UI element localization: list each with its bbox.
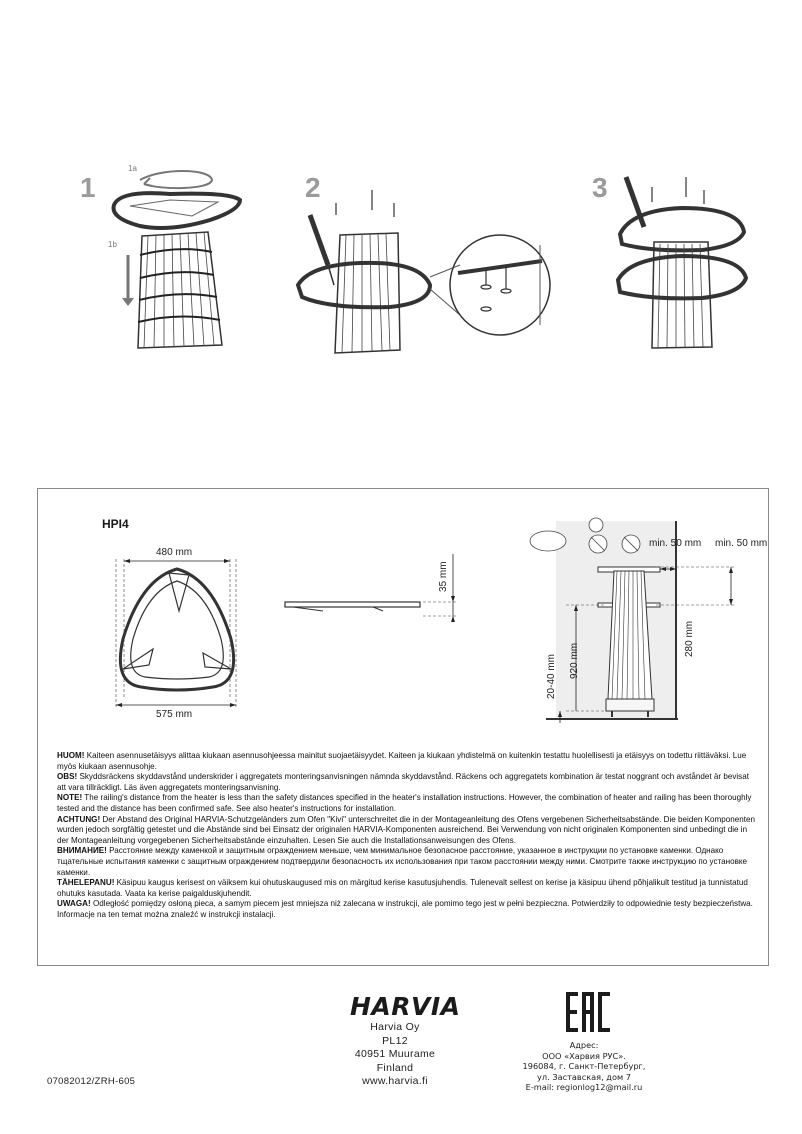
ru-street: ул. Заставская, дом 7 bbox=[537, 1071, 631, 1082]
ru-address-title: Адрес: bbox=[569, 1040, 599, 1050]
note-en: NOTE! The railing's distance from the heater is less than the safety distances specified in the heater's installation instructions. However, the combination of heater and railing has been thoroughly tested and the distance has been confirmed safe. See also heater's instructions for installation. bbox=[57, 793, 752, 813]
dimension-panel bbox=[37, 488, 769, 966]
company-name: Harvia Oy bbox=[370, 1021, 420, 1033]
ru-city: 196084, г. Санкт-Петербург, bbox=[522, 1061, 646, 1071]
note-de: ACHTUNG! Der Abstand des Original HARVIA-Schutzgeländers zum Ofen "Kivi" unterschreitet die in der Montageanleitung des Ofens vergebenen Sicherheitsabstände. Die beiden Komponenten wurden jedoch sorgfältig getestet und die Abstände sind bei Einsatz der originalen HARVIA-Komponenten ausreichend. Bei Verwendung von nicht originalen Komponenten sind unbedingt die in der Montageanleitung vorgegebenen Sicherheitsabstände einzuhalten. Lesen Sie auch die Installationsanweisungen des Ofens. bbox=[57, 814, 756, 845]
safety-notes bbox=[57, 751, 757, 921]
step-3-illustration bbox=[612, 172, 752, 357]
bottom-width-label: 575 mm bbox=[156, 709, 193, 720]
company-country: Finland bbox=[376, 1061, 414, 1074]
note-pl: UWAGA! Odległość pomiędzy osłoną pieca, a samym piecem jest mniejsza niż zalecana w instrukcji, ale pomimo tego jest w pełni bezpieczna. Potwierdziły to odpowiednie testy bezpieczeństwa. Informacje na ten temat można znaleźć w instrukcji instalacji. bbox=[57, 899, 753, 919]
min-clearance-b: min. 50 mm bbox=[715, 538, 768, 549]
document-code: 07082012/ZRH-605 bbox=[47, 1076, 136, 1087]
company-city: 40951 Muurame bbox=[354, 1048, 436, 1060]
russian-address bbox=[510, 1040, 658, 1093]
heater-height-label: 920 mm bbox=[569, 642, 580, 679]
company-box: PL12 bbox=[382, 1034, 408, 1047]
note-ru: ВНИМАНИЕ! Расстояние между каменкой и защитным ограждением меньше, чем минимальное безопасное расстояние, указанное в инструкции по установке каменки. Однако тщательные испытания каменки с защитным ограждением подтвердили безопасность их использования при таком расстоянии между ними. Смотрите также инструкцию по установке каменки. bbox=[57, 846, 748, 877]
step-1a-label: 1a bbox=[128, 164, 137, 173]
note-sv: OBS! Skyddsräckens skyddavstånd underskrider i aggregatets monteringsanvisningen nämnda skyddavstånd. Räckens och aggregatets kombination är testat noggrant och avståndet är bevisat att vara tillräckligt. Läs även aggregatets monteringsanvisning. bbox=[57, 772, 749, 792]
ru-email: E-mail: regionlog12@mail.ru bbox=[525, 1082, 643, 1092]
ru-company: ООО «Харвия РУС». bbox=[542, 1050, 626, 1061]
harvia-contact bbox=[350, 992, 461, 1089]
height-label: 35 mm bbox=[438, 561, 449, 592]
min-clearance-a: min. 50 mm bbox=[649, 538, 702, 549]
step-1-illustration bbox=[100, 160, 260, 360]
step-3-number: 3 bbox=[592, 172, 608, 203]
company-web: www.harvia.fi bbox=[362, 1075, 428, 1087]
floor-gap-label: 20-40 mm bbox=[546, 653, 557, 699]
step-2-illustration bbox=[290, 185, 570, 355]
model-title: HPI4 bbox=[102, 517, 129, 531]
width-dimension-lines bbox=[118, 559, 238, 719]
harvia-logo: HARVIA bbox=[350, 992, 461, 1021]
step-2-number: 2 bbox=[305, 172, 321, 203]
step-1-number: 1 bbox=[80, 172, 96, 203]
note-et: TÄHELEPANU! Käsipuu kaugus kerisest on väiksem kui ohutuskaugused mis on märgitud kerise kasutusjuhendis. Tulenevalt sellest on kerise ja käsipuu ühend põhjalikult testitud ja tunnistatud ohutuks kasutada. Vaata ka kerise paigalduskjuhendit. bbox=[57, 878, 748, 898]
top-width-label: 480 mm bbox=[156, 547, 193, 558]
step-1b-label: 1b bbox=[108, 240, 117, 249]
railing-side-view bbox=[283, 584, 463, 624]
note-fi: HUOM! Kaiteen asennusetäisyys alittaa kiukaan asennusohjeessa mainitut suojaetäisyydet. Kaiteen ja kiukaan yhdistelmä on kuitenkin testattu huolellisesti ja etäisyys on todettu riittäväksi. Lue myös kiukaan asennusohje. bbox=[57, 751, 747, 771]
rail-gap-label: 280 mm bbox=[684, 620, 695, 657]
eac-mark-icon bbox=[566, 992, 610, 1032]
